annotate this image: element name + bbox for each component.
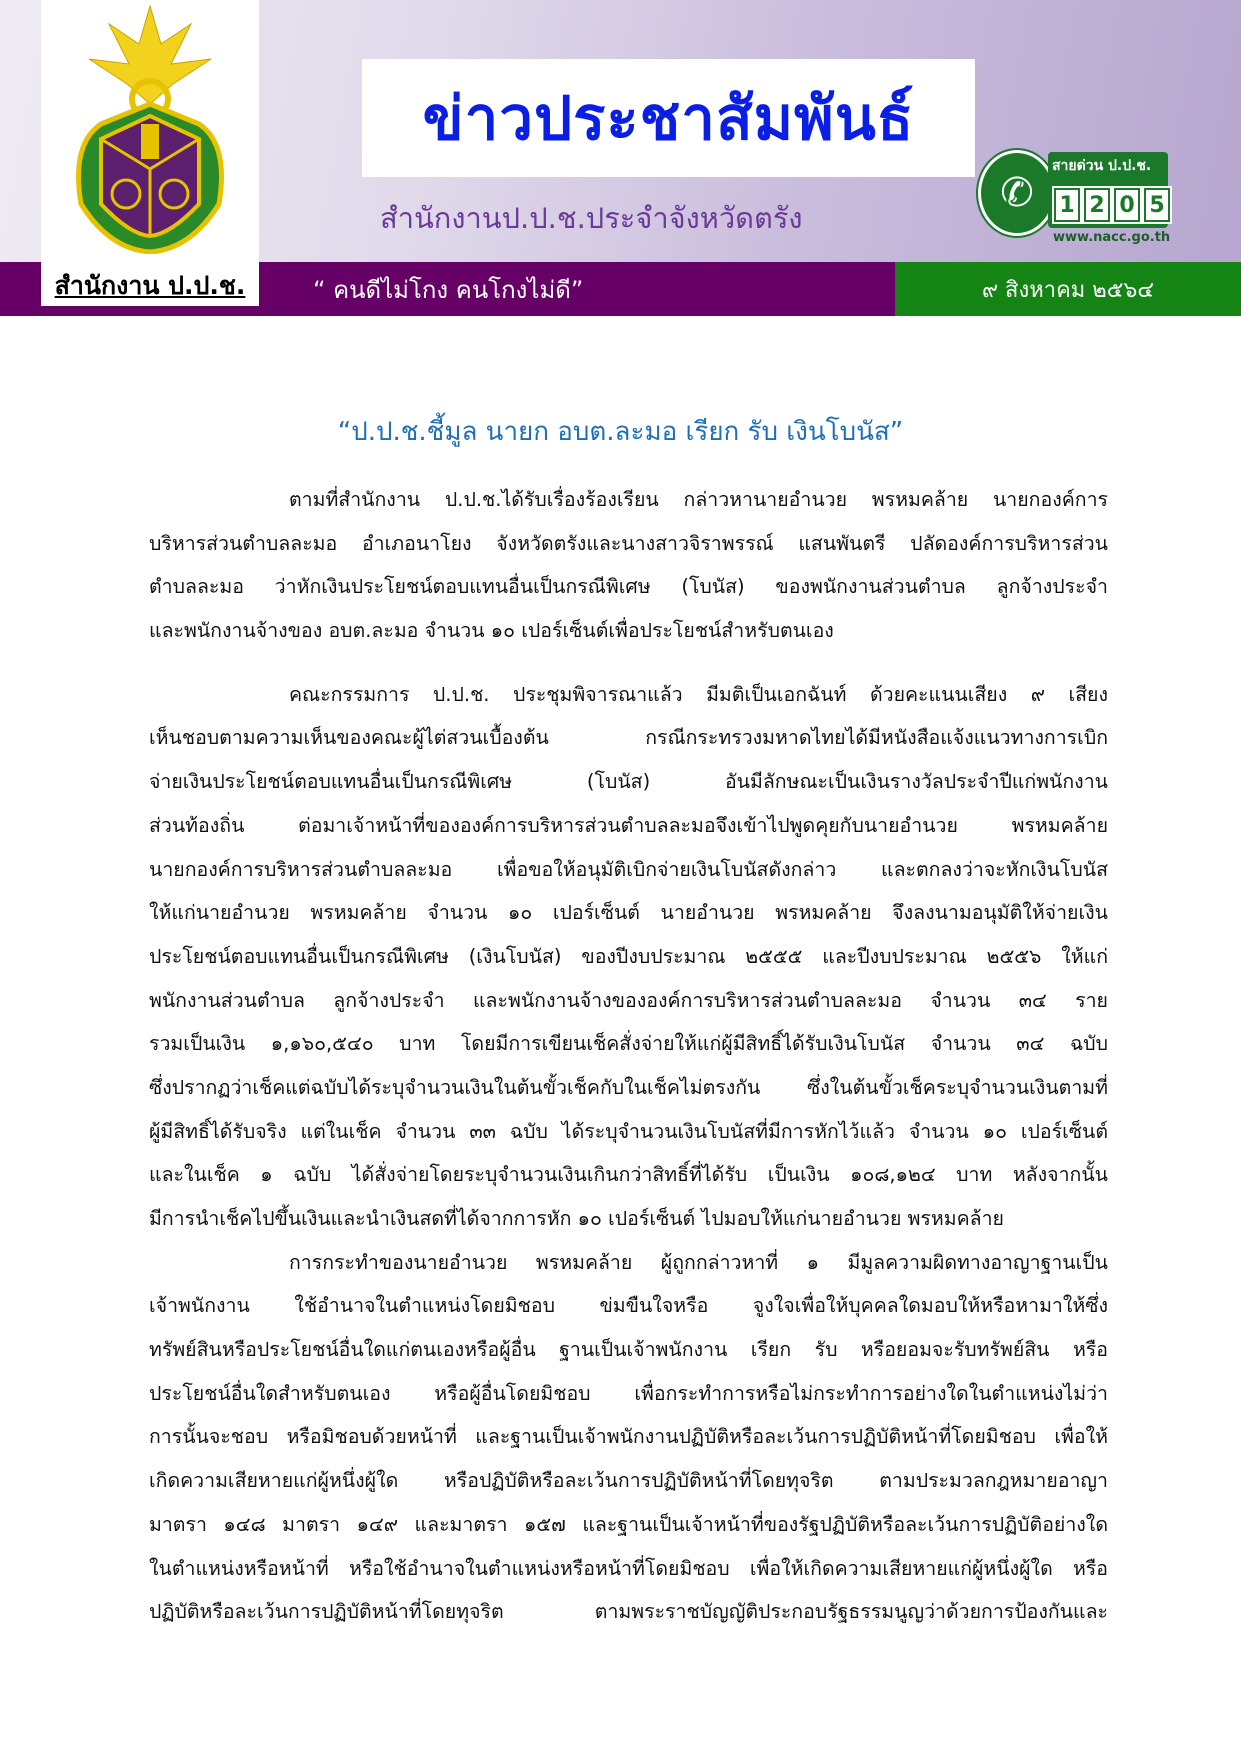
nacc-emblem [41,0,259,306]
paragraph-line: จ่ายเงินประโยชน์ตอบแทนอื่นเป็นกรณีพิเศษ (โบนัส) อันมีลักษณะเป็นเงินรางวัลประจำปีแก่พนักงาน [149,770,1108,794]
hotline-number [1054,188,1170,222]
paragraph-line: นายกองค์การบริหารส่วนตำบลละมอ เพื่อขอให้อนุมัติเบิกจ่ายเงินโบนัสดังกล่าว และตกลงว่าจะหักเงินโบนัส [149,857,1108,881]
paragraph-line: ปฏิบัติหรือละเว้นการปฏิบัติหน้าที่โดยทุจริต ตามพระราชบัญญัติประกอบรัฐธรรมนูญว่าด้วยการป้องกันและ [149,1600,1108,1624]
paragraph-line: คณะกรรมการ ป.ป.ช. ประชุมพิจารณาแล้ว มีมติเป็นเอกฉันท์ ด้วยคะแนนเสียง ๙ เสียง [289,682,1108,706]
hotline-logo [978,148,1190,248]
headline: “ป.ป.ช.ชี้มูล นายก อบต.ละมอ เรียก รับ เงินโบนัส” [337,417,904,447]
hotline-box [1048,152,1168,228]
hotline-digit: 1 [1054,188,1080,222]
paragraph [149,673,1108,1241]
title-box [362,59,975,177]
office-name: สำนักงานป.ป.ช.ประจำจังหวัดตรัง [380,201,803,235]
hotline-url: www.nacc.go.th [1053,230,1171,245]
phone-icon: ✆ [978,150,1056,236]
paragraph-line: และในเช็ค ๑ ฉบับ ได้สั่งจ่ายโดยระบุจำนวนเงินเกินกว่าสิทธิ์ที่ได้รับ เป็นเงิน ๑๐๘,๑๒๔ บาท หลังจากนั้น [149,1163,1108,1187]
paragraph-line: ซึ่งปรากฏว่าเช็คแต่ฉบับได้ระบุจำนวนเงินในต้นขั้วเช็คกับในเช็คไม่ตรงกัน ซึ่งในต้นขั้วเช็คระบุจำนวนเงินตามที่ [149,1075,1108,1099]
paragraph-line: และพนักงานจ้างของ อบต.ละมอ จำนวน ๑๐ เปอร์เซ็นต์เพื่อประโยชน์สำหรับตนเอง [149,619,834,643]
hotline-digit: 5 [1144,188,1170,222]
article-body [149,478,1108,1634]
paragraph-line: การนั้นจะชอบ หรือมิชอบด้วยหน้าที่ และฐานเป็นเจ้าพนักงานปฏิบัติหรือละเว้นการปฏิบัติหน้าที่โดยมิชอบ เพื่อให้ [149,1425,1108,1449]
paragraph-line: ประโยชน์ตอบแทนอื่นเป็นกรณีพิเศษ (เงินโบนัส) ของปีงบประมาณ ๒๕๕๕ และปีงบประมาณ ๒๕๕๖ ให้แก่ [149,944,1108,968]
paragraph-line: เจ้าพนักงาน ใช้อำนาจในตำแหน่งโดยมิชอบ ข่มขืนใจหรือ จูงใจเพื่อให้บุคคลใดมอบให้หรือหามาให้ซึ่ง [149,1294,1108,1318]
paragraph-line: ผู้มีสิทธิ์ได้รับจริง แต่ในเช็ค จำนวน ๓๓ ฉบับ ได้ระบุจำนวนเงินโบนัสที่มีการหักไว้แล้ว จำนวน ๑๐ เปอร์เซ็นต์ [149,1119,1108,1143]
paragraph-line: พนักงานส่วนตำบล ลูกจ้างประจำ และพนักงานจ้างขององค์การบริหารส่วนตำบลละมอ จำนวน ๓๔ ราย [149,988,1108,1012]
paragraph-line: ประโยชน์อื่นใดสำหรับตนเอง หรือผู้อื่นโดยมิชอบ เพื่อกระทำการหรือไม่กระทำการอย่างใดในตำแหน่งไม่ว่า [149,1381,1108,1405]
paragraph-line: บริหารส่วนตำบลละมอ อำเภอนาโยง จังหวัดตรังและนางสาวจิราพรรณ์ แสนพันตรี ปลัดองค์การบริหารส่วน [149,531,1108,555]
paragraph-gap [149,653,1108,673]
paragraph [149,478,1108,653]
paragraph-line: ให้แก่นายอำนวย พรหมคล้าย จำนวน ๑๐ เปอร์เซ็นต์ นายอำนวย พรหมคล้าย จึงลงนามอนุมัติให้จ่ายเงิน [149,901,1108,925]
paragraph-line: เกิดความเสียหายแก่ผู้หนึ่งผู้ใด หรือปฏิบัติหรือละเว้นการปฏิบัติหน้าที่โดยทุจริต ตามประมวลกฎหมายอาญา [149,1469,1108,1493]
page-title: ข่าวประชาสัมพันธ์ [422,83,915,154]
paragraph-line: มาตรา ๑๔๘ มาตรา ๑๔๙ และมาตรา ๑๕๗ และฐานเป็นเจ้าหน้าที่ของรัฐปฏิบัติหรือละเว้นการปฏิบัติอย่างใด [149,1512,1108,1536]
paragraph [149,1241,1108,1634]
motto: “ คนดีไม่โกง คนโกงไม่ดี” [313,275,584,304]
hotline-label: สายด่วน ป.ป.ช. [1052,158,1152,174]
news-date: ๙ สิงหาคม ๒๕๖๔ [981,277,1155,303]
logo-caption: สำนักงาน ป.ป.ช. [41,266,259,306]
paragraph-line: การกระทำของนายอำนวย พรหมคล้าย ผู้ถูกกล่าวหาที่ ๑ มีมูลความผิดทางอาญาฐานเป็น [289,1250,1108,1274]
hotline-digit: 2 [1084,188,1110,222]
paragraph-line: ทรัพย์สินหรือประโยชน์อื่นใดแก่ตนเองหรือผู้อื่น ฐานเป็นเจ้าพนักงาน เรียก รับ หรือยอมจะรับทรัพย์สิน หรือ [149,1338,1108,1362]
paragraph-line: ตำบลละมอ ว่าหักเงินประโยชน์ตอบแทนอื่นเป็นกรณีพิเศษ (โบนัส) ของพนักงานส่วนตำบล ลูกจ้างประจำ [149,575,1108,599]
paragraph-line: รวมเป็นเงิน ๑,๑๖๐,๕๔๐ บาท โดยมีการเขียนเช็คสั่งจ่ายให้แก่ผู้มีสิทธิ์ได้รับเงินโบนัส จำนวน ๓๔ ฉบับ [149,1032,1108,1056]
paragraph-line: เห็นชอบตามความเห็นของคณะผู้ไต่สวนเบื้องต้น กรณีกระทรวงมหาดไทยได้มีหนังสือแจ้งแนวทางการเบิก [149,726,1108,750]
hotline-digit: 0 [1114,188,1140,222]
paragraph-line: มีการนำเช็คไปขึ้นเงินและนำเงินสดที่ได้จากการหัก ๑๐ เปอร์เซ็นต์ ไปมอบให้แก่นายอำนวย พรหมคล้าย [149,1207,1004,1230]
paragraph-line: ในตำแหน่งหรือหน้าที่ หรือใช้อำนาจในตำแหน่งหรือหน้าที่โดยมิชอบ เพื่อให้เกิดความเสียหายแก่ผู้หนึ่งผู้ใด หรือ [149,1556,1108,1580]
emblem-icon [61,4,239,254]
paragraph-line: ส่วนท้องถิ่น ต่อมาเจ้าหน้าที่ขององค์การบริหารส่วนตำบลละมอจึงเข้าไปพูดคุยกับนายอำนวย พรหมคล้าย [149,813,1108,837]
paragraph-line: ตามที่สำนักงาน ป.ป.ช.ได้รับเรื่องร้องเรียน กล่าวหานายอำนวย พรหมคล้าย นายกองค์การ [289,488,1108,511]
date-band [895,262,1241,316]
